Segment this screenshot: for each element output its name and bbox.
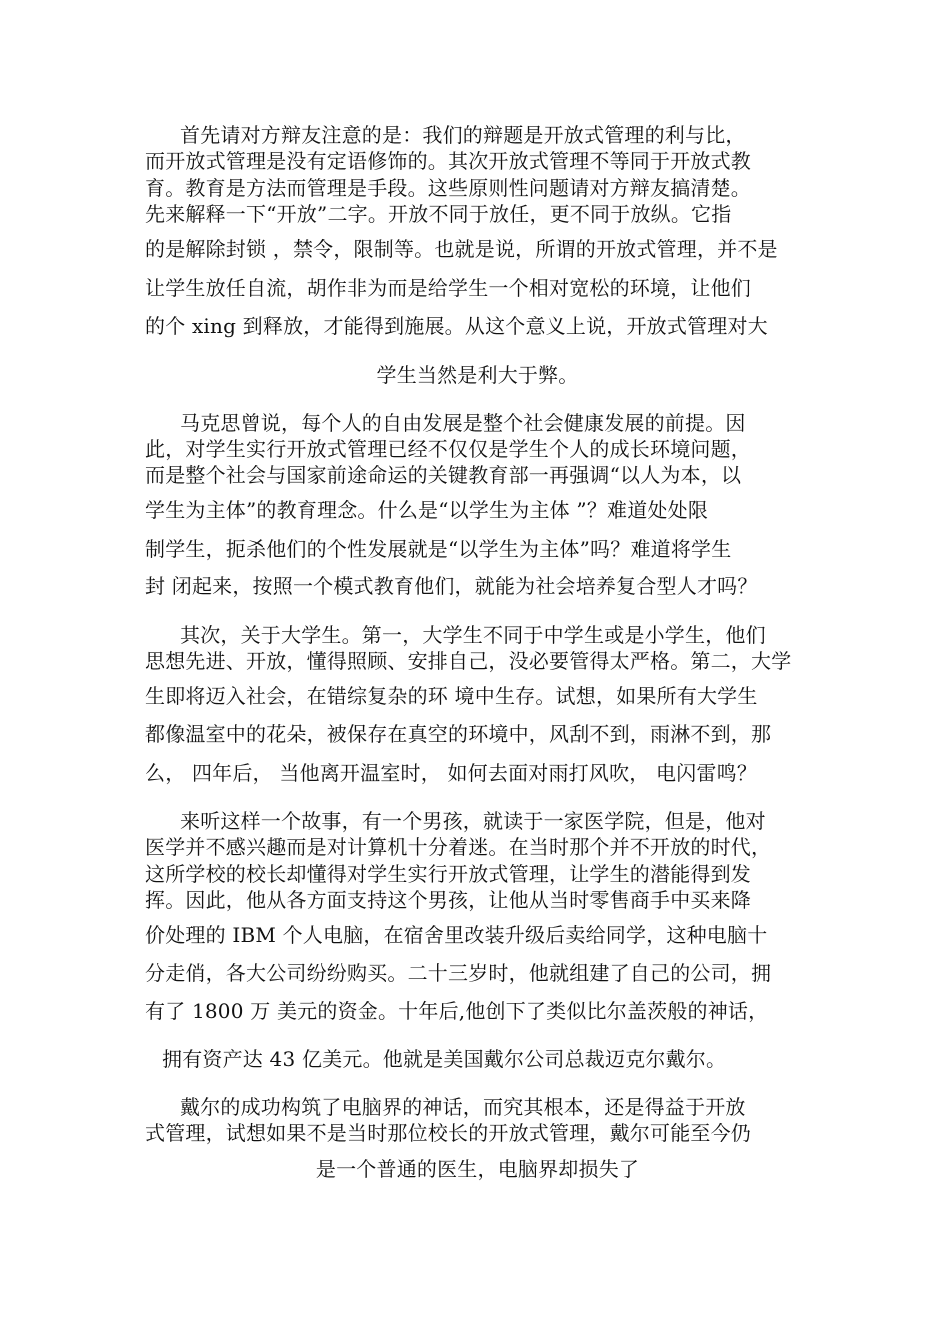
paragraph-2-line-1: 马克思曾说，每个人的自由发展是整个社会健康发展的前提。因 [180, 411, 746, 435]
paragraph-4-line-2: 医学并不感兴趣而是对计算机十分着迷。在当时那个并不开放的时代， [145, 835, 772, 859]
paragraph-2-line-2: 此，对学生实行开放式管理已经不仅仅是学生个人的成长环境问题， [145, 437, 751, 461]
paragraph-5-line-1: 戴尔的成功构筑了电脑界的神话，而究其根本，还是得益于开放 [180, 1095, 746, 1119]
paragraph-5-line-2: 式管理，试想如果不是当时那位校长的开放式管理，戴尔可能至今仍 [145, 1121, 751, 1145]
paragraph-4-line-8: 拥有资产达 43 亿美元。他就是美国戴尔公司总裁迈克尔戴尔。 [162, 1047, 727, 1071]
paragraph-1-line-7: 的个 xing 到释放，才能得到施展。从这个意义上说，开放式管理对大 [145, 314, 768, 338]
paragraph-2-line-5: 制学生，扼杀他们的个性发展就是“以学生为主体”吗？难道将学生 [145, 537, 732, 561]
paragraph-4-line-5: 价处理的 IBM 个人电脑，在宿舍里改装升级后卖给同学，这种电脑十 [145, 923, 768, 947]
paragraph-4-line-7: 有了 1800 万 美元的资金。十年后,他创下了类似比尔盖茨般的神话， [145, 999, 769, 1023]
paragraph-4-line-4: 挥。因此，他从各方面支持这个男孩，让他从当时零售商手中买来降 [145, 888, 751, 912]
paragraph-1-line-4: 先来解释一下“开放”二字。开放不同于放任，更不同于放纵。它指 [145, 202, 732, 226]
paragraph-1-line-5: 的是解除封锁 ，禁令，限制等。也就是说，所谓的开放式管理，并不是 [145, 237, 778, 261]
paragraph-5-line-3: 是一个普通的医生，电脑界却损失了 [315, 1157, 640, 1181]
paragraph-1-line-8: 学生当然是利大于弊。 [376, 363, 579, 387]
paragraph-1-line-6: 让学生放任自流，胡作非为而是给学生一个相对宽松的环境，让他们 [145, 276, 751, 300]
paragraph-3-line-2: 思想先进、开放，懂得照顾、安排自己，没必要管得太严格。第二，大学 [145, 649, 792, 673]
paragraph-1-line-1: 首先请对方辩友注意的是：我们的辩题是开放式管理的利与比， [180, 123, 746, 147]
paragraph-4-line-6: 分走俏，各大公司纷纷购买。二十三岁时，他就组建了自己的公司，拥 [145, 961, 772, 985]
paragraph-4-line-3: 这所学校的校长却懂得对学生实行开放式管理，让学生的潜能得到发 [145, 862, 751, 886]
paragraph-2-line-3: 而是整个社会与国家前途命运的关键教育部一再强调“以人为本，以 [145, 463, 742, 487]
paragraph-4-line-1: 来听这样一个故事，有一个男孩，就读于一家医学院，但是，他对 [180, 809, 766, 833]
paragraph-2-line-6: 封 闭起来，按照一个模式教育他们，就能为社会培养复合型人才吗？ [145, 574, 758, 598]
paragraph-1-line-3: 育。教育是方法而管理是手段。这些原则性问题请对方辩友搞清楚。 [145, 176, 751, 200]
paragraph-3-line-1: 其次，关于大学生。第一，大学生不同于中学生或是小学生，他们 [180, 623, 766, 647]
paragraph-2-line-4: 学生为主体”的教育理念。什么是“以学生为主体 ”？难道处处限 [145, 498, 709, 522]
paragraph-1-line-2: 而开放式管理是没有定语修饰的。其次开放式管理不等同于开放式教 [145, 149, 751, 173]
paragraph-3-line-5: 么， 四年后， 当他离开温室时， 如何去面对雨打风吹， 电闪雷鸣？ [145, 761, 758, 785]
paragraph-3-line-4: 都像温室中的花朵，被保存在真空的环境中，风刮不到，雨淋不到，那 [145, 722, 772, 746]
paragraph-3-line-3: 生即将迈入社会，在错综复杂的环 境中生存。试想，如果所有大学生 [145, 684, 758, 708]
